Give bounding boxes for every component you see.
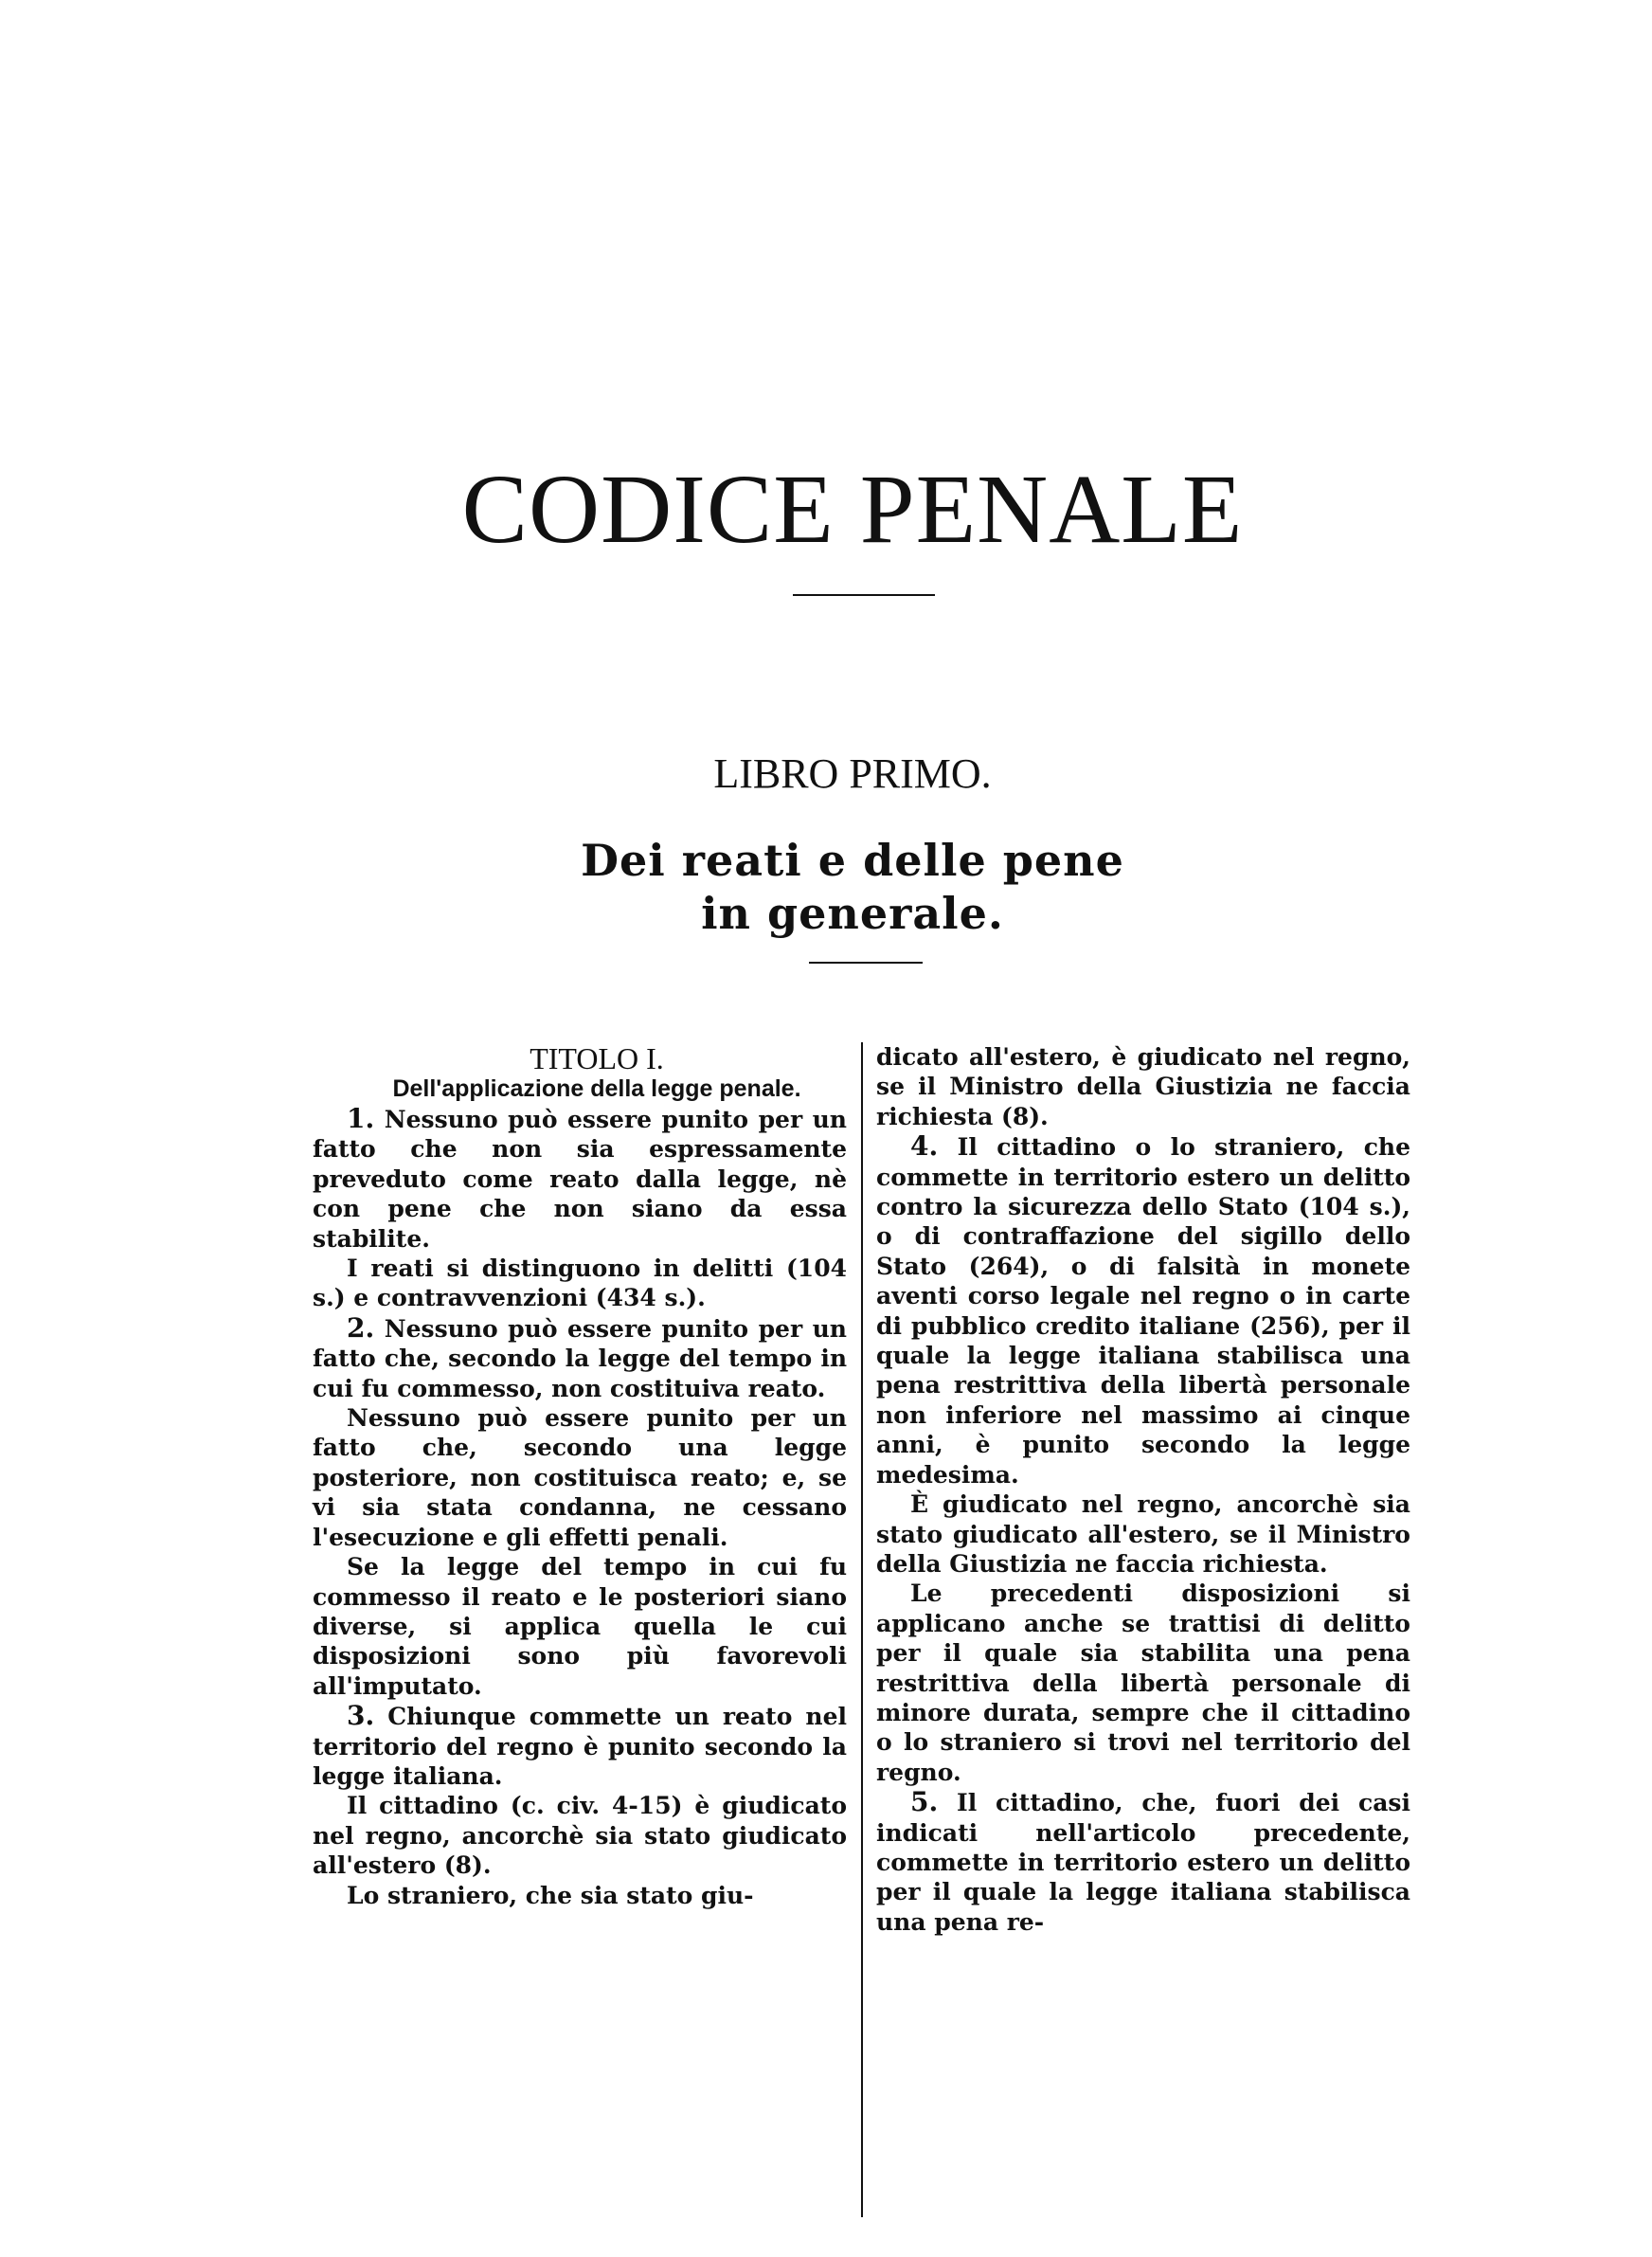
- article-3-paragraph-2: Il cittadino (c. civ. 4-15) è giudicato nel regno, ancorchè sia stato giudicato all'estero (8).: [313, 1792, 847, 1880]
- titolo-heading: TITOLO I.: [530, 1041, 664, 1075]
- article-text: Il cittadino, che, fuori dei casi indicati nell'articolo precedente, commette in territorio estero un delitto per il quale la legge italiana stabilisca una pena re-: [876, 1789, 1410, 1936]
- book-subtitle-line1: Dei reati e delle pene: [581, 835, 1124, 886]
- article-4-paragraph-1: [876, 1131, 1410, 1490]
- right-column: [876, 1042, 1410, 1937]
- page-title: CODICE PENALE: [461, 455, 1244, 564]
- article-3-paragraph-3: Lo straniero, che sia stato giu-: [347, 1881, 754, 1909]
- article-3-paragraph-1: [313, 1701, 847, 1791]
- book-heading: LIBRO PRIMO.: [713, 750, 992, 797]
- title-rule: [793, 594, 935, 596]
- article-2-paragraph-3: Se la legge del tempo in cui fu commesso il reato e le posteriori siano diverse, si applica quella le cui disposizioni sono più favorevoli all'imputato.: [313, 1553, 847, 1700]
- article-text: Nessuno può essere punito per un fatto che non sia espressamente preveduto come reato dalla legge, nè con pene che non siano da essa stabilite.: [313, 1106, 847, 1253]
- article-number: 2.: [347, 1311, 375, 1344]
- column-divider: [861, 1042, 863, 2217]
- article-2-paragraph-2: Nessuno può essere punito per un fatto che, secondo una legge posteriore, non costituisca reato; e, se vi sia stata condanna, ne cessano l'esecuzione e gli effetti penali.: [313, 1404, 847, 1551]
- book-subtitle: [0, 834, 1652, 940]
- article-number: 3.: [347, 1700, 375, 1732]
- article-number: 4.: [910, 1130, 939, 1163]
- article-5-paragraph-1: [876, 1787, 1410, 1937]
- article-2-paragraph-1: [313, 1313, 847, 1403]
- article-number: 1.: [347, 1103, 375, 1134]
- book-subtitle-line2: in generale.: [701, 888, 1004, 939]
- book-rule: [809, 962, 923, 964]
- article-4-paragraph-2: È giudicato nel regno, ancorchè sia stato giudicato all'estero, se il Ministro della Giustizia ne faccia richiesta.: [876, 1490, 1410, 1578]
- article-number: 5.: [910, 1786, 939, 1818]
- article-text: Nessuno può essere punito per un fatto che, secondo la legge del tempo in cui fu commesso, non costituiva reato.: [313, 1314, 847, 1402]
- titolo-subtitle: Dell'applicazione della legge penale.: [392, 1075, 801, 1102]
- article-4-paragraph-3: Le precedenti disposizioni si applicano anche se trattisi di delitto per il quale sia stabilita una pena restrittiva della libertà personale di minore durata, sempre che il cittadino o lo straniero si trovi nel territorio del regno.: [876, 1580, 1410, 1786]
- article-text: Il cittadino o lo straniero, che commette in territorio estero un delitto contro la sicurezza dello Stato (104 s.), o di contraffazione del sigillo dello Stato (264), o di falsità in monete aventi corso legale nel regno o in carte di pubblico credito italiane (256), per il quale la legge italiana stabilisca una pena restrittiva della libertà personale non inferiore nel massimo ai cinque anni, è punito secondo la legge medesima.: [876, 1133, 1410, 1489]
- article-3-continuation: dicato all'estero, è giudicato nel regno, se il Ministro della Giustizia ne faccia richiesta (8).: [876, 1043, 1410, 1130]
- left-column: [313, 1042, 847, 1910]
- article-text: Chiunque commette un reato nel territorio del regno è punito secondo la legge italiana.: [313, 1703, 847, 1790]
- article-1-paragraph-1: [313, 1104, 847, 1254]
- article-1-paragraph-2: I reati si distinguono in delitti (104 s.) e contravvenzioni (434 s.).: [313, 1255, 847, 1312]
